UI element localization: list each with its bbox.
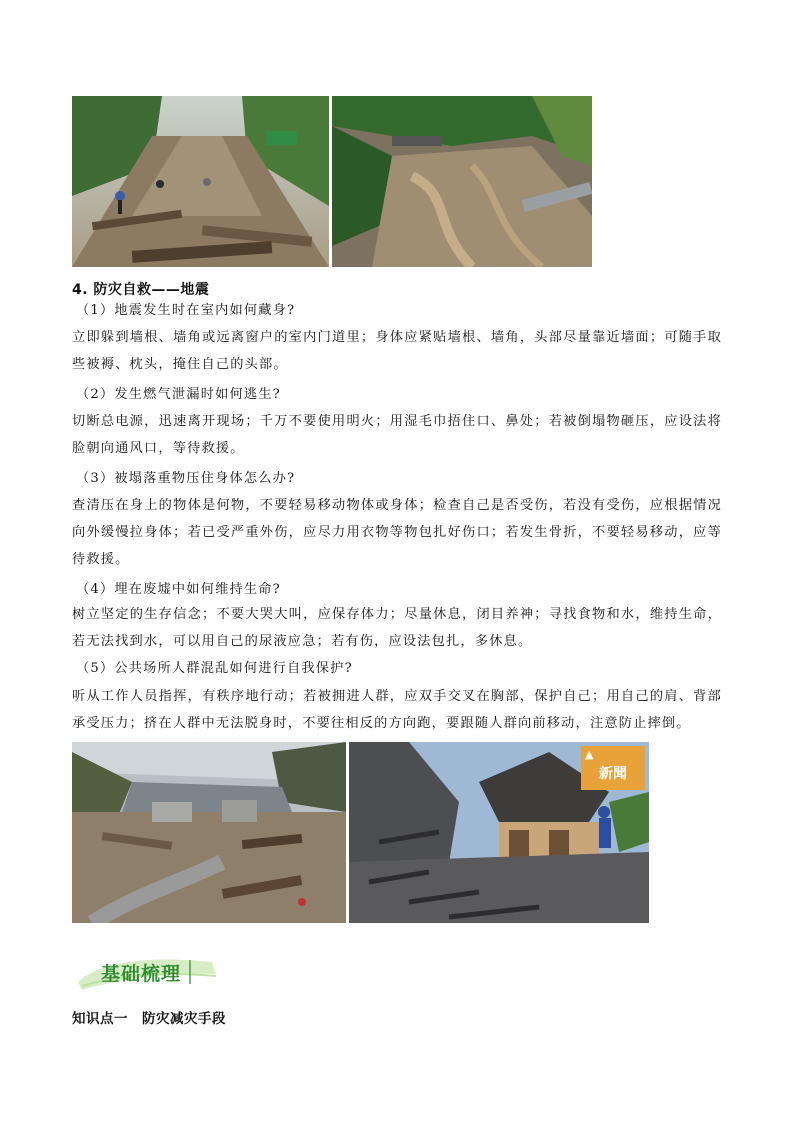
banner-label: 基础梳理 xyxy=(101,963,182,985)
section-heading: 4. 防灾自救——地震 xyxy=(72,282,210,298)
answer-4: 树立坚定的生存信念；不要大哭大叫，应保存体力；尽量休息，闭目养神；寻找食物和水，维持生命，若无法找到水，可以用自己的尿液应急；若有伤，应设法包扎，多休息。 xyxy=(72,607,722,649)
question-4: （4）埋在废墟中如何维持生命? xyxy=(76,582,281,597)
knowledge-point xyxy=(72,1007,226,1027)
collapsed-house-photo xyxy=(349,742,649,923)
news-logo-icon: ▲ 新聞 xyxy=(581,746,645,790)
flood-street-photo xyxy=(72,96,329,267)
bottom-photo-row xyxy=(72,742,649,923)
answer-3: 查清压在身上的物体是何物，不要轻易移动物体或身体；检查自己是否受伤，若没有受伤，应根据情况向外缓慢拉身体；若已受严重外伤，应尽力用衣物等物包扎好伤口；若发生骨折，不要轻易移动，应等待救援。 xyxy=(72,498,722,567)
knowledge-point-title: 防灾减灾手段 xyxy=(142,1011,226,1027)
answer-2: 切断总电源，迅速离开现场；千万不要使用明火；用湿毛巾捂住口、鼻处；若被倒塌物砸压，应设法将脸朝向通风口，等待救援。 xyxy=(72,414,722,456)
tsunami-debris-photo xyxy=(72,742,346,923)
question-5: （5）公共场所人群混乱如何进行自我保护? xyxy=(76,661,353,676)
top-photo-row xyxy=(72,96,592,267)
section-banner xyxy=(72,952,222,992)
knowledge-point-number: 知识点一 xyxy=(72,1011,128,1027)
mudslide-valley-photo xyxy=(332,96,592,267)
answer-1: 立即躲到墙根、墙角或远离窗户的室内门道里；身体应紧贴墙根、墙角，头部尽量靠近墙面；可随手取些被褥、枕头，掩住自己的头部。 xyxy=(72,330,722,372)
answer-5: 听从工作人员指挥，有秩序地行动；若被拥进人群，应双手交叉在胸部，保护自己；用自己的肩、背部承受压力；挤在人群中无法脱身时，不要往相反的方向跑，要跟随人群向前移动，注意防止摔倒。 xyxy=(72,689,722,731)
question-3: （3）被塌落重物压住身体怎么办? xyxy=(76,471,296,486)
question-1: （1）地震发生时在室内如何藏身? xyxy=(76,303,296,318)
question-2: （2）发生燃气泄漏时如何逃生? xyxy=(76,387,281,402)
